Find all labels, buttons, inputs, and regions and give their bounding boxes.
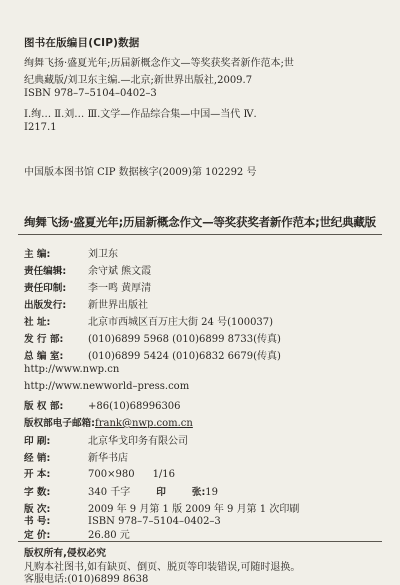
info-row-responsible-editor — [24, 262, 151, 277]
info-row-editorial-office — [24, 347, 281, 362]
info-row-website — [24, 381, 189, 392]
info-value: 北京华戈印务有限公司 — [88, 436, 188, 447]
info-value: 340 千字 — [88, 487, 131, 498]
info-row-website — [24, 364, 119, 375]
info-row-editor-in-chief — [24, 245, 118, 260]
info-label: 发 行 部: — [24, 334, 64, 345]
info-label: 书 号: — [24, 516, 51, 527]
info-label: 版权部电子邮箱: — [24, 418, 95, 429]
info-row-word-count — [24, 483, 218, 498]
info-row-copyright-email — [24, 415, 193, 429]
info-value: 19 — [205, 487, 219, 498]
info-row-printer — [24, 432, 188, 447]
copyright-heading: 版权所有,侵权必究 — [24, 548, 107, 559]
info-label: 印 — [156, 487, 166, 498]
info-value: +86(10)68996306 — [88, 401, 181, 412]
info-value: 1/16 — [152, 469, 176, 480]
info-label: 定 价: — [24, 530, 51, 541]
info-row-address — [24, 313, 273, 328]
cip-line: 绚舞飞扬·盛夏光年;历届新概念作文—等奖获奖者新作范本;世 — [24, 58, 294, 69]
info-row-print-supervisor — [24, 279, 151, 294]
info-label: 出版发行: — [24, 300, 67, 311]
book-title: 绚舞飞扬·盛夏光年;历届新概念作文—等奖获奖者新作范本;世纪典藏版 — [24, 215, 376, 229]
cip-isbn: ISBN 978–7–5104–0402–3 — [24, 88, 157, 99]
info-value: 2009 年 9 月第 1 版 2009 年 9 月第 1 次印刷 — [88, 504, 300, 515]
info-row-publisher — [24, 296, 148, 311]
info-label: 版 权 部: — [24, 401, 64, 412]
info-label: 张: — [191, 487, 206, 498]
divider — [18, 541, 382, 542]
email-link[interactable]: frank@nwp.com.cn — [95, 418, 193, 429]
info-value: 刘卫东 — [88, 249, 118, 260]
customer-service-phone: 客服电话:(010)6899 8638 — [24, 574, 149, 585]
info-row-isbn — [24, 513, 221, 527]
info-value: ISBN 978–7–5104–0402–3 — [88, 516, 221, 527]
info-label: 责任印制: — [24, 283, 67, 294]
info-label: 经 销: — [24, 453, 51, 464]
info-value: 新世界出版社 — [88, 300, 148, 311]
info-value: 余守斌 熊文霞 — [88, 266, 152, 277]
info-label: 责任编辑: — [24, 266, 67, 277]
cip-classification: Ⅰ.绚… Ⅱ.刘… Ⅲ.文学—作品综合集—中国—当代 Ⅳ. — [24, 109, 257, 120]
cip-line: 纪典藏版/刘卫东主编.—北京;新世界出版社,2009.7 — [24, 75, 253, 86]
info-label: 印 刷: — [24, 436, 51, 447]
info-label: 开 本: — [24, 469, 51, 480]
info-value: 26.80 元 — [88, 530, 130, 541]
info-value: (010)6899 5968 (010)6899 8733(传真) — [88, 334, 281, 345]
info-label: 总 编 室: — [24, 351, 64, 362]
website-link[interactable]: http://www.newworld–press.com — [24, 381, 190, 392]
info-label: 字 数: — [24, 487, 51, 498]
info-label: 版 次: — [24, 504, 51, 515]
info-value: (010)6899 5424 (010)6832 6679(传真) — [88, 351, 281, 362]
copyright-note: 凡购本社图书,如有缺页、倒页、脱页等印装错误,可随时退换。 — [24, 562, 301, 573]
website-link[interactable]: http://www.nwp.cn — [24, 364, 120, 375]
cip-class-code: I217.1 — [24, 122, 57, 133]
info-row-distributor — [24, 449, 128, 464]
info-value: 新华书店 — [88, 453, 128, 464]
info-label: 主 编: — [24, 249, 51, 260]
cip-heading: 图书在版编目(CIP)数据 — [24, 37, 140, 49]
divider — [18, 234, 382, 235]
info-row-copyright-dept — [24, 398, 181, 412]
cip-library-note: 中国版本图书馆 CIP 数据核字(2009)第 102292 号 — [24, 167, 257, 178]
info-row-distribution — [24, 330, 281, 345]
info-row-price — [24, 526, 130, 541]
info-label: 社 址: — [24, 317, 51, 328]
info-value: 李一鸣 黄厚清 — [88, 283, 152, 294]
info-row-format — [24, 466, 175, 480]
info-value: 700×980 — [88, 469, 135, 480]
info-value: 北京市西城区百万庄大街 24 号(100037) — [88, 317, 274, 328]
